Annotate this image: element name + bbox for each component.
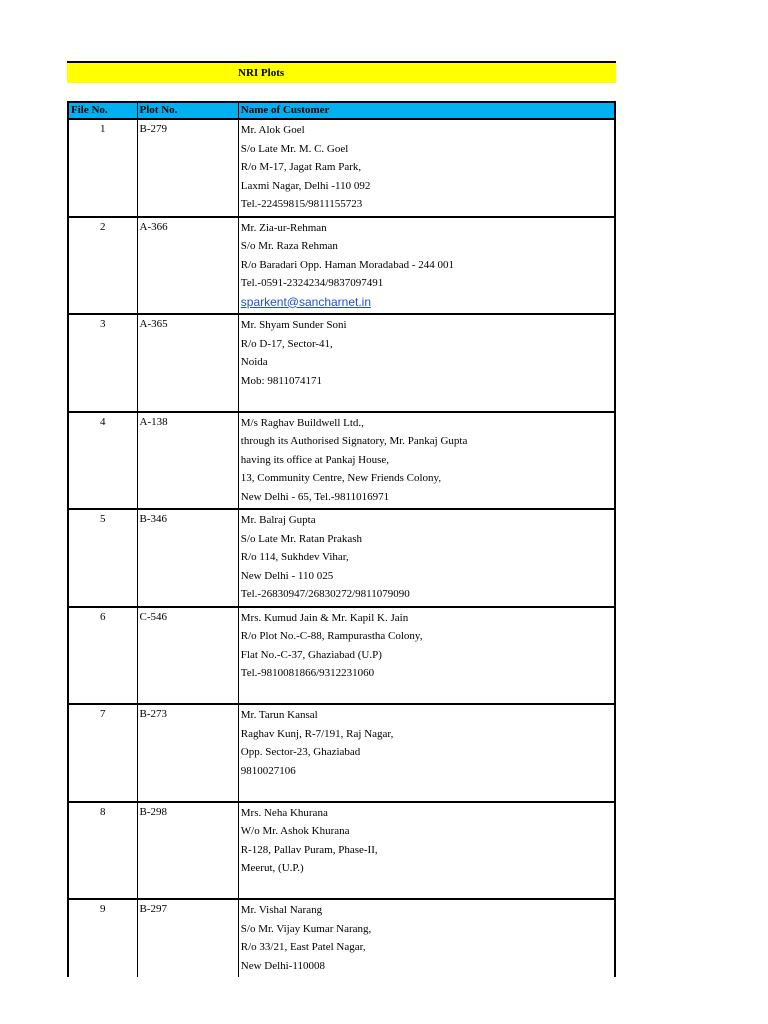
table-row [67, 705, 616, 803]
table-header [67, 101, 616, 120]
customer-detail-line: Tel.-0591-2324234/9837097491 [240, 277, 384, 289]
customer-detail-line: Mr. Alok Goel [240, 124, 305, 136]
customer-detail-line: Tel.-9810081866/9312231060 [240, 667, 375, 679]
table-row [67, 900, 616, 977]
header-customer-name: Name of Customer [238, 103, 614, 118]
customer-cell [238, 900, 614, 977]
customer-cell [238, 315, 614, 411]
customer-detail-line [241, 392, 614, 411]
email-link[interactable]: sparkent@sancharnet.in [240, 294, 372, 309]
customer-detail-line: Mr. Tarun Kansal [240, 709, 318, 721]
customer-detail-line: R-128, Pallav Puram, Phase-II, [240, 843, 378, 856]
customer-cell [238, 608, 614, 704]
customer-detail-line [241, 685, 614, 704]
customer-detail-line: R/o 33/21, East Patel Nagar, [240, 941, 366, 953]
customer-detail-line: S/o Late Mr. M. C. Goel [240, 142, 349, 155]
file-no-cell: 1 [100, 123, 106, 135]
header-file-no: File No. [71, 104, 108, 116]
customer-detail-line: R/o D-17, Sector-41, [240, 337, 333, 350]
table-row [67, 218, 616, 316]
customer-detail-line: Flat No.-C-37, Ghaziabad (U.P) [240, 648, 382, 661]
customer-detail-line: Mr. Zia-ur-Rehman [240, 221, 327, 234]
plot-no-cell: C-546 [137, 608, 238, 704]
table-row [67, 120, 616, 218]
customer-detail-line: 9810027106 [240, 764, 296, 777]
customer-cell [238, 218, 614, 314]
plot-no-cell: A-366 [137, 218, 238, 314]
file-no-cell: 7 [100, 708, 106, 720]
customer-cell [238, 120, 614, 216]
table-body [67, 120, 616, 977]
customer-detail-line: 13, Community Centre, New Friends Colony, [240, 472, 442, 484]
customer-detail-line: R/o Baradari Opp. Haman Moradabad - 244 001 [240, 258, 454, 271]
table-row [67, 510, 616, 608]
customer-detail-line: Mob: 9811074171 [240, 374, 322, 387]
customer-detail-line [241, 782, 614, 801]
blank-row [67, 83, 616, 101]
customer-cell [238, 510, 614, 606]
customer-cell [238, 413, 614, 509]
customer-detail-line: Opp. Sector-23, Ghaziabad [240, 746, 361, 758]
customer-detail-line: Mr. Vishal Narang [240, 904, 323, 916]
plot-no-cell: B-297 [137, 900, 238, 977]
customer-detail-line: New Delhi - 65, Tel.-9811016971 [240, 490, 390, 503]
customer-detail-line: Noida [240, 356, 268, 368]
customer-detail-line: Tel.-22459815/9811155723 [240, 198, 363, 210]
file-no-cell: 8 [100, 805, 106, 818]
plot-no-cell: B-273 [137, 705, 238, 801]
customer-detail-line: Mr. Shyam Sunder Soni [240, 319, 347, 331]
plot-no-cell: A-365 [137, 315, 238, 411]
customer-detail-line: S/o Mr. Vijay Kumar Narang, [240, 922, 372, 935]
file-no-cell: 4 [100, 415, 106, 428]
table-row [67, 315, 616, 413]
customer-cell [238, 803, 614, 899]
customer-detail-line: through its Authorised Signatory, Mr. Pankaj Gupta [240, 435, 468, 447]
table-row [67, 413, 616, 511]
customer-detail-line: R/o 114, Sukhdev Vihar, [240, 551, 349, 563]
customer-detail-line: Laxmi Nagar, Delhi -110 092 [240, 179, 371, 192]
customer-detail-line: M/s Raghav Buildwell Ltd., [240, 416, 364, 429]
file-no-cell: 6 [100, 610, 106, 623]
file-no-cell: 9 [100, 903, 106, 915]
customer-detail-line: S/o Mr. Raza Rehman [240, 240, 338, 252]
header-plot-no: Plot No. [137, 103, 238, 118]
customer-detail-line: Mr. Balraj Gupta [240, 514, 316, 526]
plot-no-cell: B-346 [137, 510, 238, 606]
table-row [67, 608, 616, 706]
sheet-title: NRI Plots [238, 67, 285, 79]
customer-detail-line: W/o Mr. Ashok Khurana [240, 825, 350, 837]
customer-detail-line: New Delhi - 110 025 [240, 569, 334, 582]
customer-detail-line [241, 880, 614, 899]
customer-detail-line: R/o M-17, Jagat Ram Park, [240, 161, 362, 173]
customer-detail-line: Mrs. Kumud Jain & Mr. Kapil K. Jain [240, 611, 409, 624]
customer-detail-line: Mrs. Neha Khurana [240, 806, 328, 819]
customer-cell [238, 705, 614, 801]
customer-detail-line: Raghav Kunj, R-7/191, Raj Nagar, [240, 727, 394, 740]
customer-detail-line: Meerut, (U.P.) [240, 862, 304, 874]
customer-detail-line: S/o Late Mr. Ratan Prakash [240, 532, 363, 545]
title-bar [67, 61, 616, 83]
customer-detail-line: Tel.-26830947/26830272/9811079090 [240, 588, 410, 600]
nri-plots-sheet [67, 61, 616, 977]
customer-detail-line: New Delhi-110008 [240, 959, 325, 972]
file-no-cell: 5 [100, 513, 106, 525]
customer-detail-line: R/o Plot No.-C-88, Rampurastha Colony, [240, 630, 423, 642]
plot-no-cell: A-138 [137, 413, 238, 509]
table-row [67, 803, 616, 901]
file-no-cell: 2 [100, 220, 106, 233]
customer-detail-line: having its office at Pankaj House, [240, 453, 390, 466]
file-no-cell: 3 [100, 318, 106, 330]
plot-no-cell: B-298 [137, 803, 238, 899]
plot-no-cell: B-279 [137, 120, 238, 216]
